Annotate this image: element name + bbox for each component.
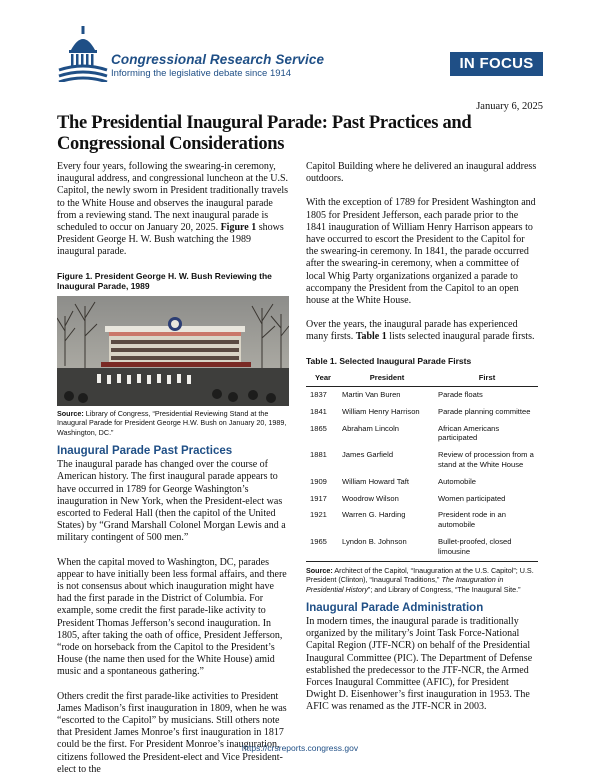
org-name: Congressional Research Service <box>111 52 325 67</box>
cell-year: 1917 <box>310 493 327 503</box>
org-tagline: Informing the legislative debate since 1914 <box>111 68 292 79</box>
table-row <box>306 421 538 448</box>
table-row <box>306 386 538 403</box>
cell-first: African Americans participated <box>438 423 500 443</box>
cell-year: 1965 <box>306 534 338 561</box>
paragraph: In modern times, the inaugural parade is traditionally organized by the military’s Joint Task Force-National Capital Region (JTF-NCR) on behalf of the Presidential Inaugural Committee (PIC). The Department of Defense established the predecessor to the JTF-NCR, the Armed Forces Inaugural Committee (AFIC), for President Dwight D. Eisenhower’s first inauguration in 1953. The AFIC was renamed as the JTF-NCR in 2003. <box>306 616 533 713</box>
paragraph <box>306 319 538 343</box>
table-reference[interactable]: Table 1 <box>355 331 387 343</box>
crs-capitol-logo-icon <box>57 26 109 82</box>
paragraph: When the capital moved to Washington, DC, parades appear to have initially been less formal affairs, and there is not consensus about which inauguration might have had the first parade in the District of Columbia. For example, some credit the first parade-like activity to President Thomas Jefferson’s second inauguration. In 1805, after taking the oath of office, President Jefferson, “rode on horseback from the Capitol to the President’s House (the name then used for the White House) amid music and a spontaneous gathering.” <box>57 556 287 678</box>
cell-president: Lyndon B. Johnson <box>338 534 434 561</box>
paragraph: With the exception of 1789 for President Washington and 1805 for President Jefferson, each parade prior to the 1841 inauguration of William Henry Harrison appears to have occurred to escort the President to the Capitol for the swearing-in ceremony. In 1841, the parade occurred after the swearing-in ceremony, when a committee of local Whig Party organizations organized a parade to accompany the President from the Capitol to an open house at the White House. <box>306 197 536 307</box>
cell-first: Bullet-proofed, closed limousine <box>434 534 538 561</box>
cell-year: 1881 <box>310 450 327 460</box>
cell-year: 1921 <box>310 510 327 520</box>
cell-year: 1841 <box>310 406 327 416</box>
cell-president: James Garfield <box>342 450 394 460</box>
cell-first: Review of procession from a stand at the White House <box>438 450 534 469</box>
publication-date: January 6, 2025 <box>476 101 543 112</box>
parade-photo-illustration <box>57 296 289 406</box>
paragraph: Others credit the first parade-like activities to President James Madison’s first inauguration in 1809, when he was “escorted to the Capitol” by musicians. Still others note that President James Monroe’s first inauguration in 1817 could be the first. For President Monroe’s inauguration, citizens followed the President-elect and Vice President-elect to the <box>57 690 287 775</box>
report-title: The Presidential Inaugural Parade: Past Practices and Congressional Considerations <box>57 113 472 154</box>
source-text-end: ”; and Library of Congress, “The Inaugural Site.” <box>367 584 521 594</box>
cell-first: Parade floats <box>438 389 483 399</box>
figure-reference[interactable]: Figure 1 <box>220 222 257 234</box>
paragraph: Capitol Building where he delivered an inaugural address outdoors. <box>306 161 537 185</box>
paragraph-text-end: lists selected inaugural parade firsts. <box>389 331 535 343</box>
paragraph: The inaugural parade has changed over the course of American history. The first inaugural parade appears to have occurred in 1789 for George Washington’s inauguration in New York, when the President-elect was escorted to Federal Hall (then the capitol of the United States) by “Grand Marshall Colonel Morgan Lewis and a military contingent of 500 men.” <box>57 459 286 544</box>
cell-first: Parade planning committee <box>438 406 531 416</box>
left-column <box>57 161 289 777</box>
cell-year: 1909 <box>310 476 327 486</box>
figure-source <box>57 409 289 438</box>
cell-first: President rode in an automobile <box>438 510 506 530</box>
parade-photo <box>57 296 289 406</box>
intro-paragraph <box>57 161 289 259</box>
column-header-president: President <box>338 370 434 386</box>
table-row <box>306 404 538 421</box>
cell-president: Martin Van Buren <box>342 389 401 399</box>
table-caption: Table 1. Selected Inaugural Parade Firsts <box>306 355 472 366</box>
cell-president: Abraham Lincoln <box>342 423 399 433</box>
in-focus-badge: IN FOCUS <box>450 52 543 76</box>
figure-caption: Figure 1. President George H. W. Bush Reviewing the Inaugural Parade, 1989 <box>57 270 272 292</box>
cell-president: William Henry Harrison <box>342 406 420 416</box>
source-label: Source: <box>57 408 84 418</box>
right-column <box>306 161 538 726</box>
cell-first: Women participated <box>438 493 506 503</box>
column-header-first: First <box>434 370 538 386</box>
footer-url-link[interactable]: https://crsreports.congress.gov <box>241 743 359 753</box>
intro-text-end: shows President George H. W. Bush watching the 1989 inaugural parade. <box>57 222 284 258</box>
table-row <box>306 507 538 534</box>
section-heading-past-practices: Inaugural Parade Past Practices <box>57 445 233 458</box>
table-row <box>306 491 538 508</box>
intro-text: Every four years, following the swearing-in ceremony, inaugural address, and congressional luncheon at the U.S. Capitol, the newly sworn in President traditionally travels to the White House and observes the inaugural parade from a reviewing stand. The next inaugural parade is scheduled to occur on January 20, 2025. <box>57 161 289 234</box>
table-source <box>306 566 538 595</box>
inaugural-firsts-table <box>306 370 538 561</box>
cell-year: 1837 <box>310 389 327 399</box>
source-italic-title: The Inauguration in Presidential History <box>306 575 504 594</box>
cell-president: William Howard Taft <box>342 476 409 486</box>
cell-president: Woodrow Wilson <box>342 493 399 503</box>
cell-first: Automobile <box>438 476 476 486</box>
cell-year: 1865 <box>310 423 327 433</box>
report-header <box>57 22 543 90</box>
cell-president: Warren G. Harding <box>342 510 406 520</box>
source-text: Library of Congress, “Presidential Reviewing Stand at the Inaugural Parade for President George H.W. Bush on January 20, 1989, Washington, DC.” <box>57 408 287 437</box>
table-row <box>306 447 538 474</box>
source-text: Architect of the Capitol, “Inauguration at the U.S. Capitol”; U.S. President (Clinton), “Inaugural Traditions,” <box>306 565 534 584</box>
table-header-row <box>306 370 538 386</box>
source-label: Source: <box>306 565 333 575</box>
column-header-year: Year <box>306 370 338 386</box>
table-row <box>306 534 538 561</box>
table-row <box>306 474 538 491</box>
section-heading-administration: Inaugural Parade Administration <box>306 602 484 614</box>
paragraph-text: Over the years, the inaugural parade has experienced many firsts. <box>306 319 518 343</box>
